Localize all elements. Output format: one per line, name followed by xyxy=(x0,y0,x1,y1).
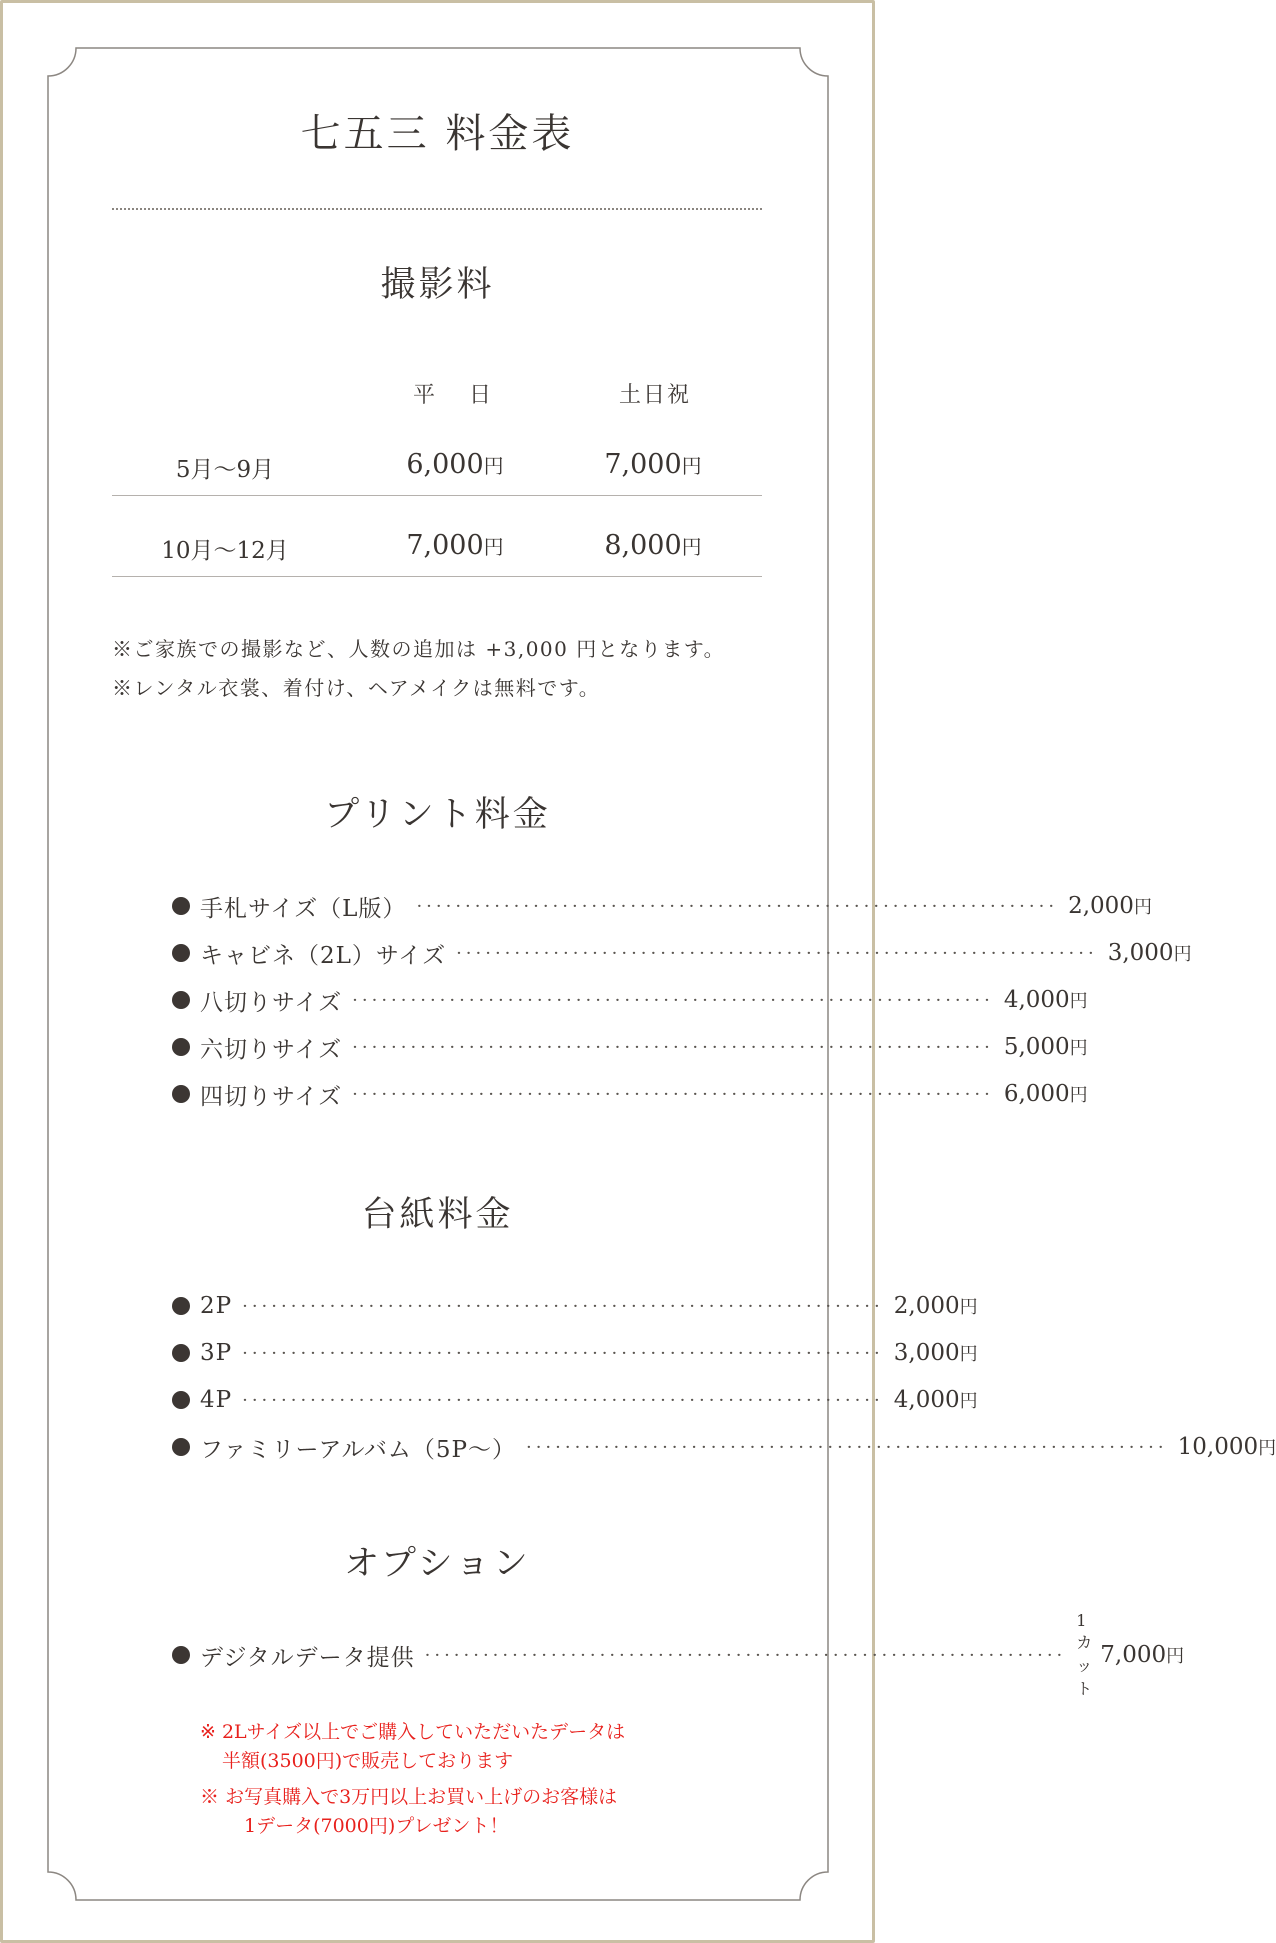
title-divider xyxy=(112,208,762,210)
dot-leader: ·································································· xyxy=(456,942,1098,964)
bullet-icon xyxy=(172,991,190,1009)
bullet-icon xyxy=(172,897,190,915)
list-item: 手札サイズ（L版） ·································································· 2,000円 xyxy=(172,888,703,924)
shooting-heading: 撮影料 xyxy=(380,265,495,305)
bullet-icon xyxy=(172,1344,190,1362)
list-item: 八切りサイズ ·································································· 4,000円 xyxy=(172,982,703,1018)
red-note-2: ※ お写真購入で3万円以上お買い上げのお客様は 1データ(7000円)プレゼント！ xyxy=(200,1786,618,1837)
bullet-icon xyxy=(172,1646,190,1664)
col-holiday: 土日祝 xyxy=(618,383,691,408)
dot-leader: ·································································· xyxy=(242,1295,884,1317)
bullet-icon xyxy=(172,1085,190,1103)
prints-heading: プリント料金 xyxy=(324,795,551,835)
list-item: 2P ·································································· 2,000円 xyxy=(172,1288,703,1324)
period-row-2: 10月〜12月 xyxy=(161,538,289,564)
options-heading: オプション xyxy=(344,1544,531,1584)
dot-leader: ·································································· xyxy=(352,1083,994,1105)
list-item: ファミリーアルバム（5P〜） ·································································· 10,000円 xyxy=(172,1429,703,1465)
holiday-fee-row-2: 8,000円 xyxy=(604,530,702,561)
shooting-note-2: ※レンタル衣裳、着付け、ヘアメイクは無料です。 xyxy=(112,676,601,700)
page-title: 七五三 料金表 xyxy=(300,111,575,157)
dot-leader: ·································································· xyxy=(242,1389,884,1411)
dot-leader: ·································································· xyxy=(416,895,1059,917)
bullet-icon xyxy=(172,1038,190,1056)
bullet-icon xyxy=(172,1391,190,1409)
row-divider xyxy=(112,495,762,496)
shooting-note-1: ※ご家族での撮影など、人数の追加は +3,000 円となります。 xyxy=(112,637,726,661)
row-divider xyxy=(112,576,762,577)
list-item: デジタルデータ提供 ·································································· 1カット 7,000円 xyxy=(172,1637,703,1673)
list-item: 4P ·································································· 4,000円 xyxy=(172,1382,703,1418)
holiday-fee-row-1: 7,000円 xyxy=(604,449,702,480)
mounts-heading: 台紙料金 xyxy=(361,1195,514,1235)
red-note-1: ※ 2Lサイズ以上でご購入していただいたデータは 半額(3500円)で販売しております xyxy=(200,1721,626,1772)
period-row-1: 5月〜9月 xyxy=(175,457,275,483)
dot-leader: ·································································· xyxy=(352,989,994,1011)
bullet-icon xyxy=(172,944,190,962)
col-weekday: 平 日 xyxy=(412,383,497,408)
weekday-fee-row-2: 7,000円 xyxy=(406,530,504,561)
dot-leader: ·································································· xyxy=(525,1436,1168,1458)
dot-leader: ·································································· xyxy=(352,1036,994,1058)
bullet-icon xyxy=(172,1438,190,1456)
bullet-icon xyxy=(172,1297,190,1315)
list-item: 六切りサイズ ·································································· 5,000円 xyxy=(172,1029,703,1065)
weekday-fee-row-1: 6,000円 xyxy=(406,449,504,480)
list-item: キャビネ（2L）サイズ ·································································· 3,000円 xyxy=(172,935,703,971)
dot-leader: ·································································· xyxy=(242,1342,884,1364)
list-item: 四切りサイズ ·································································· 6,000円 xyxy=(172,1076,703,1112)
list-item: 3P ·································································· 3,000円 xyxy=(172,1335,703,1371)
dot-leader: ·································································· xyxy=(424,1644,1067,1666)
